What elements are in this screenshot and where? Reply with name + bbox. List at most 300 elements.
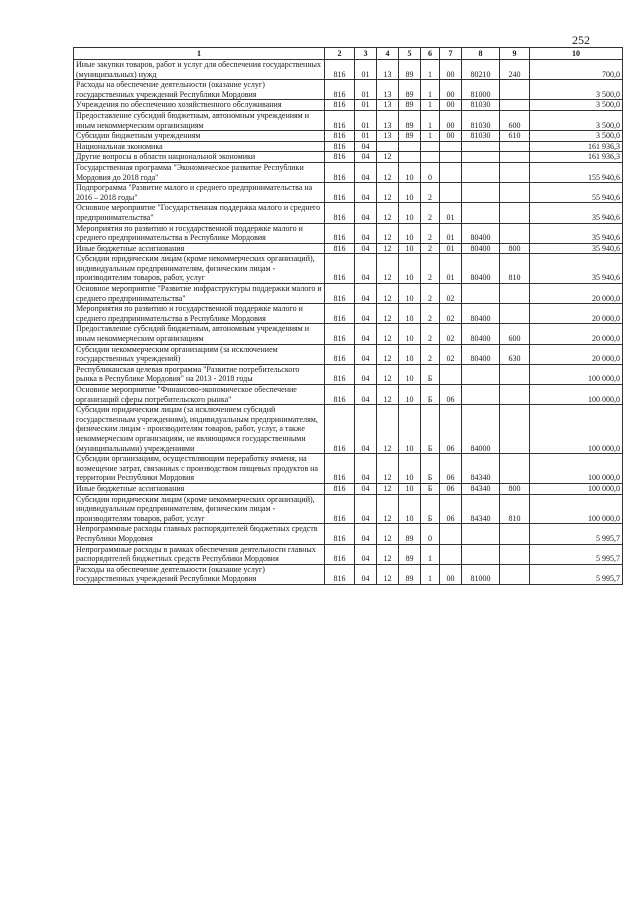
row-code-c7 [440,141,462,152]
row-name: Субсидии некоммерческим организациям (за исключением государственных учреждений) [74,344,325,364]
column-header-5: 5 [399,48,421,60]
table-row [74,162,623,182]
row-code-c4: 13 [377,110,399,130]
row-code-c4: 12 [377,243,399,254]
row-name: Основное мероприятие "Государственная поддержка малого и среднего предпринимательства" [74,203,325,223]
row-code-c4: 12 [377,364,399,384]
row-name: Субсидии юридическим лицам (кроме некоммерческих организаций), индивидуальным предпринимателям, физическим лицам - производителям товаров, работ, услуг [74,494,325,524]
row-code-c3: 04 [355,385,377,405]
row-code-c7 [440,162,462,182]
row-name: Непрограммные расходы в рамках обеспечения деятельности главных распорядителей бюджетных средств Республики Мордовия [74,544,325,564]
row-code-c6: Б [421,483,440,494]
row-code-c8: 80400 [462,304,500,324]
row-code-c7: 00 [440,110,462,130]
row-code-c7: 02 [440,304,462,324]
row-code-c3: 04 [355,324,377,344]
row-code-c2: 816 [325,141,355,152]
row-name: Учреждения по обеспечению хозяйственного обслуживания [74,100,325,111]
row-code-c5: 89 [399,110,421,130]
row-code-c2: 816 [325,494,355,524]
row-code-c7: 00 [440,564,462,584]
row-code-c6: 1 [421,544,440,564]
row-code-c5: 10 [399,454,421,484]
row-code-c5: 10 [399,304,421,324]
row-code-c9 [500,80,530,100]
row-code-c5: 10 [399,324,421,344]
row-code-c7: 06 [440,494,462,524]
row-code-c2: 816 [325,364,355,384]
row-code-c4: 12 [377,254,399,284]
table-row [74,183,623,203]
row-code-c2: 816 [325,344,355,364]
row-code-c4: 12 [377,385,399,405]
row-code-c6: 1 [421,564,440,584]
row-code-c3: 04 [355,254,377,284]
row-code-c8 [462,385,500,405]
row-name: Расходы на обеспечение деятельности (оказание услуг) государственных учреждений Республики Мордовия [74,564,325,584]
row-code-c4: 12 [377,494,399,524]
row-code-c4: 12 [377,183,399,203]
row-name: Непрограммные расходы главных распорядителей бюджетных средств Республики Мордовия [74,524,325,544]
row-code-c7: 00 [440,80,462,100]
row-code-c7: 01 [440,223,462,243]
row-code-c3: 04 [355,152,377,163]
row-name: Государственная программа "Экономическое развитие Республики Мордовия до 2018 года" [74,162,325,182]
row-name: Иные бюджетные ассигнования [74,483,325,494]
row-code-c7: 02 [440,284,462,304]
row-code-c8: 80400 [462,324,500,344]
row-code-c2: 816 [325,385,355,405]
row-code-c7 [440,544,462,564]
row-amount: 20 000,0 [530,344,623,364]
row-name: Национальная экономика [74,141,325,152]
row-code-c3: 04 [355,223,377,243]
row-name: Предоставление субсидий бюджетным, автономным учреждениям и иным некоммерческим организациям [74,110,325,130]
row-code-c4: 12 [377,152,399,163]
row-code-c4: 12 [377,284,399,304]
row-code-c9 [500,183,530,203]
row-code-c9 [500,564,530,584]
row-name: Подпрограмма "Развитие малого и среднего предпринимательства на 2016 – 2018 годы" [74,183,325,203]
row-code-c2: 816 [325,100,355,111]
row-code-c3: 04 [355,141,377,152]
row-code-c9 [500,284,530,304]
row-code-c4: 12 [377,344,399,364]
row-code-c7: 01 [440,254,462,284]
column-header-7: 7 [440,48,462,60]
row-amount: 20 000,0 [530,304,623,324]
row-code-c8: 80400 [462,254,500,284]
row-code-c9: 600 [500,110,530,130]
table-row [74,60,623,80]
row-code-c4: 13 [377,100,399,111]
column-header-4: 4 [377,48,399,60]
table-row [74,483,623,494]
row-code-c8: 81030 [462,110,500,130]
row-code-c5: 89 [399,524,421,544]
row-amount: 100 000,0 [530,364,623,384]
row-code-c2: 816 [325,454,355,484]
row-code-c5: 10 [399,243,421,254]
row-name: Республиканская целевая программа "Развитие потребительского рынка в Республике Мордовия" на 2013 - 2018 годы [74,364,325,384]
row-code-c5: 10 [399,254,421,284]
row-amount: 700,0 [530,60,623,80]
table-row [74,494,623,524]
row-amount: 161 936,3 [530,141,623,152]
row-amount: 100 000,0 [530,454,623,484]
row-code-c2: 816 [325,223,355,243]
row-code-c7: 01 [440,243,462,254]
row-code-c6: Б [421,494,440,524]
row-code-c2: 816 [325,284,355,304]
row-code-c9 [500,100,530,111]
column-header-6: 6 [421,48,440,60]
row-amount: 55 940,6 [530,183,623,203]
row-code-c2: 816 [325,254,355,284]
row-code-c7: 02 [440,344,462,364]
row-code-c8 [462,203,500,223]
row-code-c3: 04 [355,483,377,494]
row-code-c4: 13 [377,60,399,80]
row-code-c6: 1 [421,110,440,130]
row-code-c2: 816 [325,183,355,203]
row-code-c9: 800 [500,243,530,254]
row-code-c8 [462,284,500,304]
row-code-c4: 12 [377,203,399,223]
row-code-c7 [440,364,462,384]
row-code-c5: 10 [399,162,421,182]
row-code-c6: 2 [421,203,440,223]
column-header-8: 8 [462,48,500,60]
table-row [74,344,623,364]
row-amount: 3 500,0 [530,100,623,111]
table-row [74,100,623,111]
row-amount: 100 000,0 [530,494,623,524]
row-code-c3: 04 [355,454,377,484]
row-code-c9: 810 [500,494,530,524]
row-code-c3: 04 [355,494,377,524]
row-name: Мероприятия по развитию и государственной поддержке малого и среднего предпринимательства в Республике Мордовия [74,304,325,324]
row-code-c6 [421,141,440,152]
row-code-c4: 12 [377,324,399,344]
row-code-c2: 816 [325,405,355,454]
row-code-c7: 00 [440,100,462,111]
row-code-c8: 81030 [462,131,500,142]
row-code-c5: 10 [399,183,421,203]
row-code-c9: 810 [500,254,530,284]
row-code-c5: 10 [399,483,421,494]
row-code-c6: 2 [421,243,440,254]
row-code-c2: 816 [325,203,355,223]
row-code-c9 [500,223,530,243]
row-amount: 5 995,7 [530,524,623,544]
row-code-c8 [462,524,500,544]
row-amount: 100 000,0 [530,385,623,405]
row-name: Предоставление субсидий бюджетным, автономным учреждениям и иным некоммерческим организациям [74,324,325,344]
row-code-c6: 0 [421,162,440,182]
row-code-c4: 12 [377,405,399,454]
row-code-c2: 816 [325,110,355,130]
row-code-c9 [500,454,530,484]
row-code-c2: 816 [325,564,355,584]
row-code-c5: 89 [399,564,421,584]
row-code-c9: 800 [500,483,530,494]
column-header-3: 3 [355,48,377,60]
row-code-c7: 06 [440,385,462,405]
row-name: Субсидии бюджетным учреждениям [74,131,325,142]
row-code-c5 [399,152,421,163]
row-code-c9: 630 [500,344,530,364]
table-row [74,524,623,544]
table-row [74,324,623,344]
row-code-c4 [377,141,399,152]
row-code-c5: 89 [399,80,421,100]
row-code-c2: 816 [325,544,355,564]
row-amount: 20 000,0 [530,324,623,344]
row-code-c6: Б [421,405,440,454]
row-code-c7: 00 [440,60,462,80]
row-amount: 161 936,3 [530,152,623,163]
row-code-c7: 06 [440,483,462,494]
row-code-c9 [500,524,530,544]
row-code-c8: 84340 [462,454,500,484]
row-code-c6: 2 [421,304,440,324]
row-code-c9 [500,385,530,405]
row-amount: 35 940,6 [530,203,623,223]
row-code-c4: 13 [377,131,399,142]
row-code-c6: 1 [421,100,440,111]
row-code-c9 [500,364,530,384]
table-row [74,304,623,324]
table-row [74,364,623,384]
row-code-c8 [462,162,500,182]
row-name: Иные закупки товаров, работ и услуг для обеспечения государственных (муниципальных) нужд [74,60,325,80]
row-code-c5: 10 [399,344,421,364]
row-code-c9 [500,405,530,454]
row-code-c6: 1 [421,80,440,100]
row-code-c2: 816 [325,324,355,344]
row-code-c8: 80400 [462,223,500,243]
row-code-c3: 04 [355,344,377,364]
column-header-9: 9 [500,48,530,60]
row-name: Основное мероприятие "Развитие инфраструктуры поддержки малого и среднего предпринимательства" [74,284,325,304]
row-code-c8 [462,183,500,203]
row-code-c9: 610 [500,131,530,142]
table-row [74,110,623,130]
row-amount: 3 500,0 [530,80,623,100]
row-code-c9 [500,152,530,163]
row-code-c3: 04 [355,524,377,544]
table-row [74,80,623,100]
row-code-c5: 89 [399,100,421,111]
row-code-c8: 80400 [462,344,500,364]
row-code-c4: 12 [377,483,399,494]
row-code-c8: 81000 [462,564,500,584]
row-code-c4: 12 [377,454,399,484]
row-name: Основное мероприятие "Финансово-экономическое обеспечение организаций сферы потребительского рынка" [74,385,325,405]
row-code-c3: 04 [355,304,377,324]
row-amount: 35 940,6 [530,223,623,243]
table-row [74,203,623,223]
row-name: Другие вопросы в области национальной экономики [74,152,325,163]
row-code-c5: 89 [399,544,421,564]
row-code-c6: 2 [421,344,440,364]
row-code-c8: 84340 [462,494,500,524]
row-code-c5: 89 [399,60,421,80]
page-number: 252 [572,33,590,47]
row-code-c4: 12 [377,304,399,324]
row-code-c3: 01 [355,110,377,130]
table-row [74,544,623,564]
row-code-c9 [500,141,530,152]
table-row [74,284,623,304]
row-code-c5: 10 [399,405,421,454]
column-header-1: 1 [74,48,325,60]
budget-table [73,47,623,585]
row-amount: 20 000,0 [530,284,623,304]
row-code-c3: 04 [355,183,377,203]
row-name: Мероприятия по развитию и государственной поддержке малого и среднего предпринимательства в Республике Мордовия [74,223,325,243]
table-row [74,152,623,163]
row-code-c9 [500,544,530,564]
row-code-c9: 600 [500,324,530,344]
row-code-c7 [440,152,462,163]
row-amount: 3 500,0 [530,131,623,142]
row-amount: 100 000,0 [530,405,623,454]
row-code-c6: 1 [421,131,440,142]
row-code-c9 [500,304,530,324]
row-amount: 5 995,7 [530,564,623,584]
row-amount: 155 940,6 [530,162,623,182]
row-code-c6: 2 [421,254,440,284]
row-code-c5: 10 [399,203,421,223]
row-code-c2: 816 [325,524,355,544]
row-name: Субсидии юридическим лицам (за исключением субсидий государственным учреждениям), индивидуальным предпринимателям, физическим лицам - производителям товаров, работ, услуг, а также некоммерческим организациям, не являющимся государственными (муниципальными) учреждениями [74,405,325,454]
row-code-c6: Б [421,385,440,405]
row-amount: 5 995,7 [530,544,623,564]
row-code-c5: 89 [399,131,421,142]
column-header-10: 10 [530,48,623,60]
row-code-c2: 816 [325,152,355,163]
row-code-c3: 01 [355,60,377,80]
row-code-c5: 10 [399,284,421,304]
header-row [74,48,623,60]
row-code-c3: 04 [355,564,377,584]
row-code-c7 [440,183,462,203]
row-code-c8: 84000 [462,405,500,454]
row-code-c2: 816 [325,243,355,254]
row-code-c3: 04 [355,405,377,454]
row-code-c9 [500,203,530,223]
row-code-c4: 12 [377,524,399,544]
table-row [74,131,623,142]
row-code-c9 [500,162,530,182]
table-row [74,243,623,254]
row-code-c5: 10 [399,494,421,524]
row-code-c2: 816 [325,162,355,182]
row-amount: 35 940,6 [530,254,623,284]
row-code-c6: 2 [421,284,440,304]
row-code-c4: 12 [377,223,399,243]
row-code-c6: 0 [421,524,440,544]
table-row [74,564,623,584]
row-code-c5 [399,141,421,152]
table-row [74,385,623,405]
row-code-c4: 12 [377,564,399,584]
table-row [74,141,623,152]
row-code-c5: 10 [399,385,421,405]
row-name: Субсидии организациям, осуществляющим переработку ячменя, на возмещение затрат, связанных с производством пищевых продуктов на территории Республики Мордовия [74,454,325,484]
row-code-c7: 02 [440,324,462,344]
row-name: Субсидии юридическим лицам (кроме некоммерческих организаций), индивидуальным предпринимателям, физическим лицам - производителям товаров, работ, услуг [74,254,325,284]
row-code-c8: 80210 [462,60,500,80]
table-body [74,60,623,585]
row-code-c3: 01 [355,100,377,111]
row-code-c3: 04 [355,243,377,254]
row-amount: 35 940,6 [530,243,623,254]
row-code-c6: 2 [421,324,440,344]
row-code-c3: 01 [355,131,377,142]
row-code-c2: 816 [325,60,355,80]
row-amount: 100 000,0 [530,483,623,494]
table-row [74,454,623,484]
row-code-c8 [462,364,500,384]
column-header-2: 2 [325,48,355,60]
row-code-c7: 00 [440,131,462,142]
row-code-c6 [421,152,440,163]
row-code-c8: 81000 [462,80,500,100]
row-code-c8 [462,152,500,163]
row-code-c3: 04 [355,284,377,304]
row-code-c7: 06 [440,405,462,454]
table-row [74,405,623,454]
row-code-c8: 81030 [462,100,500,111]
row-name: Расходы на обеспечение деятельности (оказание услуг) государственных учреждений Республики Мордовия [74,80,325,100]
row-code-c3: 04 [355,544,377,564]
row-code-c5: 10 [399,223,421,243]
row-code-c8: 80400 [462,243,500,254]
row-code-c3: 01 [355,80,377,100]
row-code-c4: 12 [377,162,399,182]
row-code-c3: 04 [355,203,377,223]
row-code-c8 [462,141,500,152]
row-code-c3: 04 [355,364,377,384]
row-code-c6: 2 [421,223,440,243]
row-code-c8: 84340 [462,483,500,494]
row-code-c7 [440,524,462,544]
row-code-c4: 12 [377,544,399,564]
row-code-c2: 816 [325,131,355,142]
row-code-c6: 2 [421,183,440,203]
row-code-c7: 06 [440,454,462,484]
row-code-c9: 240 [500,60,530,80]
row-code-c4: 13 [377,80,399,100]
row-amount: 3 500,0 [530,110,623,130]
row-code-c7: 01 [440,203,462,223]
row-name: Иные бюджетные ассигнования [74,243,325,254]
row-code-c2: 816 [325,483,355,494]
row-code-c3: 04 [355,162,377,182]
row-code-c2: 816 [325,80,355,100]
table-row [74,254,623,284]
row-code-c6: Б [421,364,440,384]
row-code-c8 [462,544,500,564]
row-code-c6: 1 [421,60,440,80]
row-code-c2: 816 [325,304,355,324]
table-row [74,223,623,243]
row-code-c6: Б [421,454,440,484]
row-code-c5: 10 [399,364,421,384]
